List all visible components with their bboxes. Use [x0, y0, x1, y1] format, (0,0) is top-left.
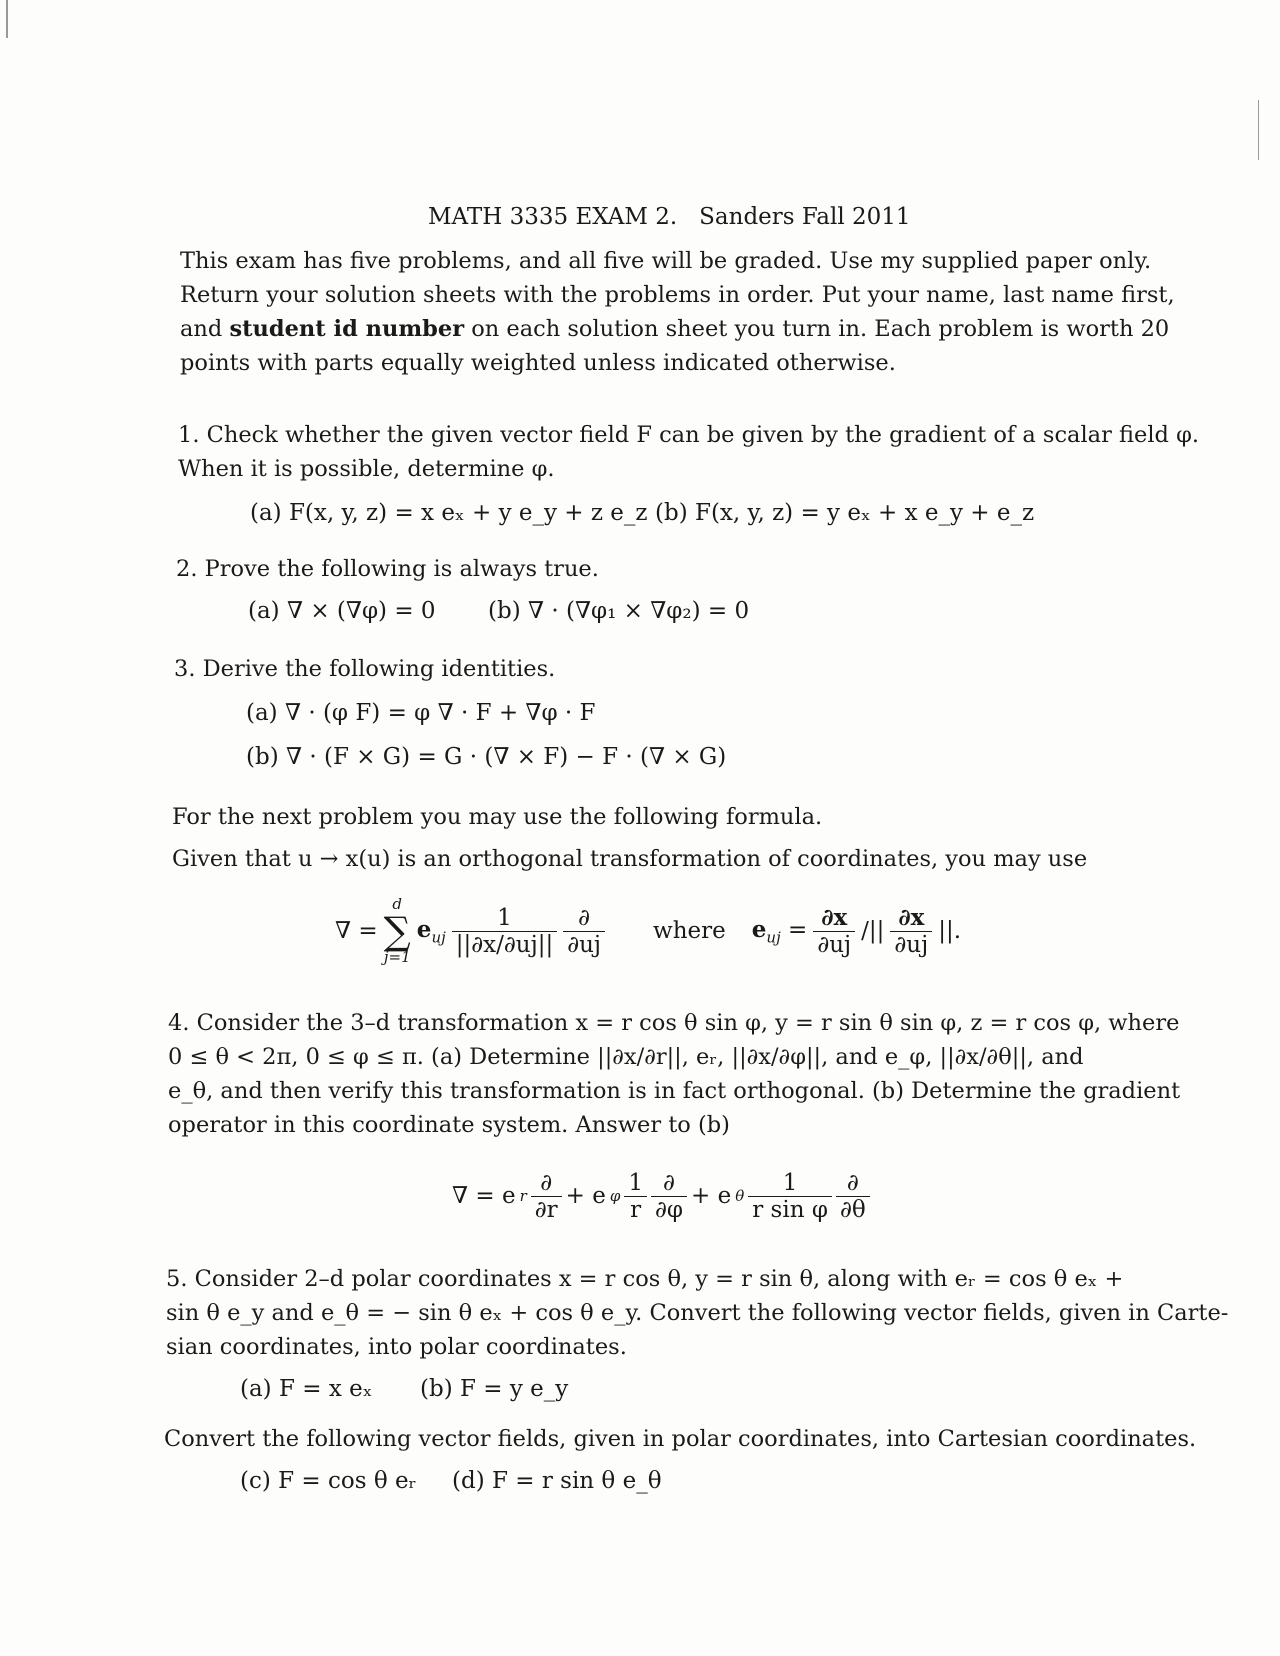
problem-2-line-1: 2. Prove the following is always true.: [176, 556, 599, 582]
problem-5-line-2: sin θ e_y and e_θ = − sin θ eₓ + cos θ e_y. Convert the following vector fields, given in Carte-: [166, 1300, 1229, 1326]
gradient-formula: [335, 886, 961, 976]
norm-separator: /||: [861, 918, 885, 944]
problem-5-line-4: Convert the following vector fields, given in polar coordinates, into Cartesian coordinates.: [164, 1426, 1197, 1452]
scan-edge-left: [6, 0, 8, 38]
problem-5-part-b: (b) F = y e_y: [420, 1376, 569, 1402]
gradient-spherical-answer: ∇ = e r $\frac{\partial}{\partial r}$ + e φ $\frac{1}{r}$ $\frac{\partial}{\partial\varphi}$ + e θ $\frac{1}{\text{r sin φ}}$ $\frac{\partial}{\partial\theta}$: [452, 1156, 870, 1236]
instructions-rest: on each solution sheet you turn in. Each problem is worth 20: [471, 316, 1170, 342]
problem-1-part-b: (b) F(x, y, z) = y eₓ + x e_y + e_z: [655, 500, 1035, 526]
answer-plus-2: + e: [691, 1183, 732, 1209]
instructions-and: and: [180, 316, 223, 342]
answer-plus-1: + e: [565, 1183, 606, 1209]
problem-4-line-4: operator in this coordinate system. Answer to (b): [168, 1112, 730, 1138]
instructions-line-3: [180, 312, 1169, 346]
instructions-student-id: student id number: [229, 316, 465, 342]
problem-4-line-1: 4. Consider the 3–d transformation x = r cos θ sin φ, y = r sin θ sin φ, z = r cos φ, where: [168, 1010, 1180, 1036]
formula-intro-line-1: For the next problem you may use the following formula.: [172, 804, 823, 830]
problem-3-part-b: (b) ∇ · (F × G) = G · (∇ × F) − F · (∇ × G): [246, 744, 727, 770]
instructions-line-4: points with parts equally weighted unless indicated otherwise.: [180, 350, 896, 376]
sigma-icon: ∑: [383, 909, 411, 953]
exam-title-author: Sanders Fall 2011: [699, 204, 911, 230]
problem-2-part-b: (b) ∇ · (∇φ₁ × ∇φ₂) = 0: [488, 598, 750, 624]
summation-lower: j=1: [383, 948, 411, 966]
problem-5-line-3: sian coordinates, into polar coordinates.: [166, 1334, 627, 1360]
gradient-formula-lhs: ∇ =: [335, 918, 378, 944]
scan-edge-right: [1258, 100, 1259, 160]
exam-title-course: MATH 3335 EXAM 2.: [428, 204, 678, 230]
answer-d-dphi: $\frac{\partial}{\partial\varphi}$: [651, 1170, 687, 1223]
problem-2-part-a: (a) ∇ × (∇φ) = 0: [248, 598, 436, 624]
problem-5-part-c: (c) F = cos θ eᵣ: [240, 1468, 417, 1494]
fraction-norm: $\frac{1}{||\partial x/\partial uj||}$: [452, 905, 557, 958]
problem-4-line-2: 0 ≤ θ < 2π, 0 ≤ φ ≤ π. (a) Determine ||∂x/∂r||, eᵣ, ||∂x/∂φ||, and e_φ, ||∂x/∂θ||, and: [168, 1044, 1084, 1070]
fraction-dx-du: $\frac{\partial x}{\partial uj}$: [813, 904, 855, 958]
answer-1-over-r: $\frac{1}{r}$: [624, 1170, 647, 1223]
instructions-line-1: This exam has five problems, and all five will be graded. Use my supplied paper only.: [180, 248, 1152, 274]
problem-3-line-1: 3. Derive the following identities.: [174, 656, 556, 682]
problem-5-part-a: (a) F = x eₓ: [240, 1376, 373, 1402]
norm-end: ||.: [938, 918, 962, 944]
answer-lhs: ∇ = e: [452, 1183, 516, 1209]
formula-intro-line-2: Given that u → x(u) is an orthogonal transformation of coordinates, you may use: [172, 846, 1088, 872]
exam-title: [428, 204, 911, 230]
basis-vector: $e_{uj}$: [416, 915, 446, 947]
answer-1-over-rsinphi: $\frac{1}{\text{r sin φ}}$: [748, 1170, 832, 1223]
problem-4-line-3: e_θ, and then verify this transformation is in fact orthogonal. (b) Determine the gradient: [168, 1078, 1181, 1104]
summation-upper: d: [392, 895, 403, 913]
problem-1-line-1: 1. Check whether the given vector field F can be given by the gradient of a scalar field φ.: [178, 422, 1199, 448]
problem-1-part-a: (a) F(x, y, z) = x eₓ + y e_y + z e_z: [250, 500, 648, 526]
answer-d-dr: $\frac{\partial}{\partial r}$: [531, 1170, 562, 1223]
answer-d-dtheta: $\frac{\partial}{\partial\theta}$: [836, 1170, 870, 1223]
problem-3-part-a: (a) ∇ · (φ F) = φ ∇ · F + ∇φ · F: [246, 700, 596, 726]
fraction-partial: $\frac{\partial}{\partial uj}$: [563, 905, 605, 958]
summation-symbol: [384, 897, 411, 965]
fraction-dx-du-norm: $\frac{\partial x}{\partial uj}$: [890, 904, 932, 958]
where-label: where: [653, 918, 726, 944]
problem-5-part-d: (d) F = r sin θ e_θ: [452, 1468, 662, 1494]
unit-vector-def: $e_{uj}$ =: [751, 915, 808, 947]
instructions-line-2: Return your solution sheets with the problems in order. Put your name, last name first,: [180, 282, 1175, 308]
problem-1-line-2: When it is possible, determine φ.: [178, 456, 555, 482]
problem-5-line-1: 5. Consider 2–d polar coordinates x = r cos θ, y = r sin θ, along with eᵣ = cos θ eₓ +: [166, 1266, 1124, 1292]
